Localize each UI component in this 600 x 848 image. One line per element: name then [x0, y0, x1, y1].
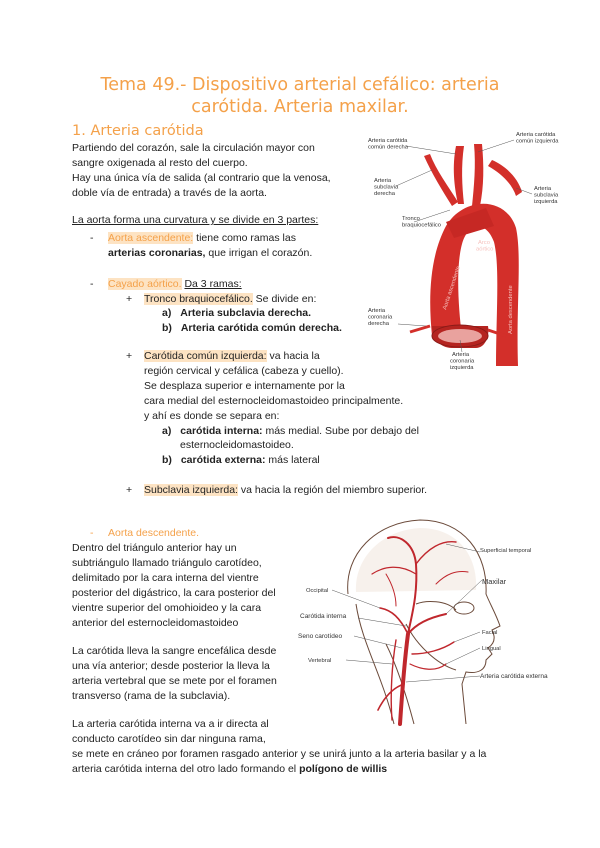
label-superficial-temporal: Superficial temporal — [480, 548, 532, 554]
letter-b: b) — [162, 454, 172, 466]
p1-line: anterior del esternocleidomastoideo — [72, 617, 239, 629]
carotida-a-cont: esternocleidomastoideo. — [180, 439, 294, 451]
label-coronaria-izq: Arteria coronaria izquierda — [450, 352, 475, 370]
descendente-p2 — [72, 644, 297, 704]
subclavia-item — [144, 483, 427, 498]
carotida-line: y ahí es donde se separa en: — [144, 410, 280, 422]
carotida-derecha: Arteria carótida común derecha. — [180, 322, 342, 334]
tronco-b — [162, 321, 342, 336]
label-lingual: Lingual — [482, 646, 501, 652]
label-carotida-der: Arteria carótida común derecha — [368, 138, 408, 151]
p1-line: subtriángulo llamado triángulo carotídeo, — [72, 557, 262, 569]
page-title — [60, 74, 540, 118]
label-ascendente: Aorta ascendente — [442, 265, 462, 311]
intro-line: doble vía de entrada) a través de la aorta. — [72, 187, 267, 199]
label-tronco: Tronco braquiocefálico — [402, 216, 441, 229]
label-maxilar: Maxilar — [482, 577, 507, 586]
cayado-ramas: Da 3 ramas: — [184, 278, 242, 290]
p2-line: arteria vertebral que se mete por el foramen — [72, 675, 277, 687]
label-carotida-externa: Arteria carótida externa — [480, 673, 548, 680]
subclavia-derecha: Arteria subclavia derecha. — [180, 307, 311, 319]
label-subclavia-izq: Arteria subclavia izquierda — [534, 186, 559, 205]
bullet-plus: + — [126, 484, 133, 496]
intro-line: Hay una única vía de salida (al contrario que la venosa, — [72, 172, 331, 184]
carotida-interna: carótida interna: — [180, 425, 263, 437]
aortic-arch-figure — [366, 126, 566, 370]
carotida-externa: carótida externa: — [180, 454, 266, 466]
intro-line: Partiendo del corazón, sale la circulación mayor con — [72, 142, 315, 154]
carotida-externa-text: más lateral — [265, 454, 320, 466]
aorta-intro: La aorta forma una curvatura y se divide en 3 partes: — [72, 214, 319, 226]
ascendente-text: tiene como ramas las — [193, 232, 296, 244]
poligono-willis: polígono de willis — [299, 763, 388, 775]
bullet-dash: - — [90, 278, 94, 290]
carotida-text: va hacia la — [266, 350, 320, 362]
ascendente-item — [108, 231, 368, 261]
carotida-line: Se desplaza superior e internamente por la — [144, 380, 345, 392]
title-line-1: Tema 49.- Dispositivo arterial cefálico: arteria — [100, 75, 500, 95]
p1-line: vientre superior del omohioideo y la cara — [72, 602, 262, 614]
ascendente-label: Aorta ascendente: — [108, 232, 194, 244]
title-line-2: carótida. Arteria maxilar. — [191, 97, 409, 117]
bullet-dash: - — [90, 527, 94, 539]
tronco-text: Se divide en: — [252, 293, 317, 305]
subclavia-label: Subclavia izquierda: — [144, 484, 238, 496]
letter-a: a) — [162, 425, 172, 437]
carotida-b — [162, 453, 320, 468]
ascendente-text2: que irrigan el corazón. — [205, 247, 313, 259]
label-descendente: Aorta descendente — [508, 285, 514, 334]
tronco-label: Tronco braquiocefálico. — [144, 293, 253, 305]
label-carotida-izq: Arteria carótida común izquierda — [516, 132, 559, 145]
label-subclavia-der: Arteria subclavia derecha — [374, 178, 399, 197]
p3-line: La arteria carótida interna va a ir directa al — [72, 718, 269, 730]
label-carotida-interna: Carótida interna — [300, 613, 347, 620]
carotida-line: cara medial del esternocleidomastoideo principalmente. — [144, 395, 404, 407]
bullet-plus: + — [126, 350, 133, 362]
subclavia-text: va hacia la región del miembro superior. — [237, 484, 428, 496]
tronco-a — [162, 306, 311, 321]
carotida-interna-text: más medial. Sube por debajo del — [262, 425, 419, 437]
label-seno-carotideo: Seno carotídeo — [298, 633, 343, 640]
coronarias-bold: arterias coronarias, — [108, 247, 206, 259]
section-heading: 1. Arteria carótida — [72, 123, 204, 139]
letter-b: b) — [162, 322, 172, 334]
intro-paragraph — [72, 141, 362, 201]
label-coronaria-der: Arteria coronaria derecha — [368, 308, 393, 327]
label-vertebral: Vertebral — [308, 658, 332, 664]
aorta-shape — [410, 144, 522, 366]
cayado-item — [108, 277, 242, 292]
p2-line: transverso (rama de la subclavia). — [72, 690, 231, 702]
p2-line: una vía anterior; desde posterior la lleva la — [72, 660, 270, 672]
label-arco: Arco aórtico — [476, 240, 494, 253]
cayado-label: Cayado aórtico. — [108, 278, 182, 290]
descendente-label: Aorta descendente. — [108, 527, 200, 539]
label-occipital: Occipital — [306, 588, 329, 594]
p1-line: posterior del digástrico, la cara posterior del — [72, 587, 276, 599]
carotida-line: región cervical y cefálica (cabeza y cuello). — [144, 365, 344, 377]
p3-line: arteria carótida interna del otro lado formando el — [72, 763, 300, 775]
letter-a: a) — [162, 307, 172, 319]
p1-line: delimitado por la cara interna del vientre — [72, 572, 259, 584]
carotida-label: Carótida común izquierda: — [144, 350, 267, 362]
descendente-p1 — [72, 541, 297, 631]
bullet-plus: + — [126, 293, 133, 305]
head-neck-figure — [296, 514, 568, 734]
p2-line: La carótida lleva la sangre encefálica desde — [72, 645, 277, 657]
p3-line: conducto carotídeo sin dar ninguna rama, — [72, 733, 266, 745]
p1-line: Dentro del triángulo anterior hay un — [72, 542, 237, 554]
carotida-a — [162, 424, 452, 439]
label-facial: Facial — [482, 630, 498, 636]
p3-line: se mete en cráneo por foramen rasgado anterior y se unirá junto a la arteria basilar y a la — [72, 748, 487, 760]
tronco-item — [144, 292, 316, 307]
intro-line: sangre oxigenada al resto del cuerpo. — [72, 157, 248, 169]
bullet-dash: - — [90, 232, 94, 244]
